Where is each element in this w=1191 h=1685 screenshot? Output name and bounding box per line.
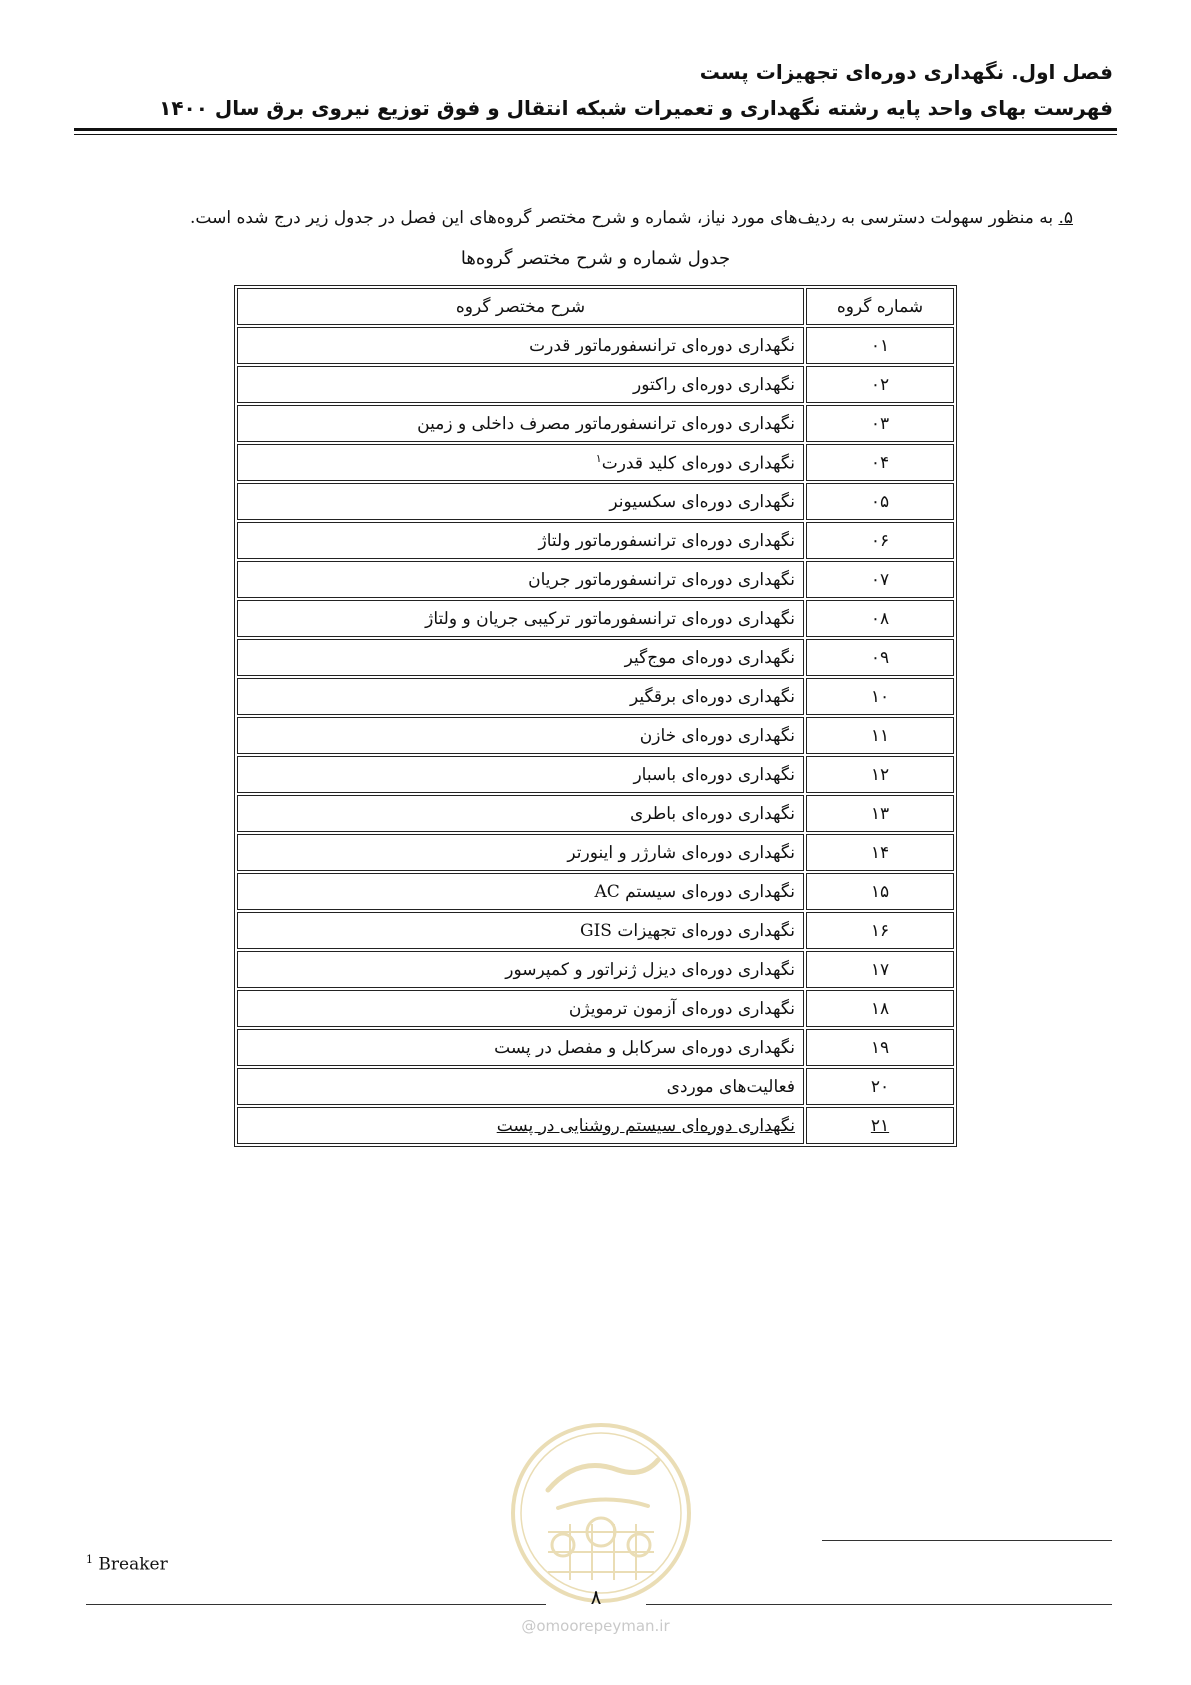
group-number-cell — [806, 639, 954, 676]
group-number: ۱۹ — [870, 1037, 890, 1058]
header-group-description: شرح مختصر گروه — [237, 288, 804, 325]
table-row — [237, 405, 954, 442]
group-description-cell — [237, 717, 804, 754]
table-row — [237, 639, 954, 676]
group-number: ۰۹ — [870, 647, 890, 668]
group-description-cell — [237, 1068, 804, 1105]
group-description-cell — [237, 561, 804, 598]
intro-number: ۵. — [1058, 208, 1073, 228]
footnote-rule — [822, 1540, 1112, 1541]
table-row — [237, 756, 954, 793]
group-number-cell — [806, 483, 954, 520]
group-number: ۰۳ — [870, 413, 890, 434]
group-description: نگهداری دوره‌ای باطری — [630, 803, 795, 824]
group-description: نگهداری دوره‌ای دیزل ژنراتور و کمپرسور — [505, 959, 795, 980]
group-description-cell — [237, 873, 804, 910]
group-number: ۱۶ — [870, 920, 890, 941]
group-number-cell — [806, 834, 954, 871]
group-number: ۰۱ — [870, 335, 890, 356]
groups-table — [234, 285, 957, 1147]
group-number-cell — [806, 990, 954, 1027]
group-number: ۱۰ — [870, 686, 890, 707]
document-title: فهرست بهای واحد پایه رشته نگهداری و تعمیرات شبکه انتقال و فوق توزیع نیروی برق سال ۱۴۰۰ — [159, 96, 1113, 120]
table-row — [237, 366, 954, 403]
group-number: ۰۷ — [870, 569, 890, 590]
group-description-cell — [237, 756, 804, 793]
group-description: نگهداری دوره‌ای کلید قدرت — [601, 453, 795, 474]
group-number-cell — [806, 795, 954, 832]
group-description-cell — [237, 951, 804, 988]
table-caption: جدول شماره و شرح مختصر گروه‌ها — [460, 248, 731, 269]
header-rule-thick — [74, 128, 1117, 131]
footnote — [86, 1553, 168, 1575]
group-description: نگهداری دوره‌ای ترانسفورماتور ترکیبی جریان و ولتاژ — [425, 608, 795, 629]
group-number: ۲۱ — [870, 1115, 890, 1136]
group-description-cell — [237, 912, 804, 949]
chapter-heading: فصل اول. نگهداری دوره‌ای تجهیزات پست — [699, 60, 1113, 84]
watermark-logo — [508, 1420, 694, 1606]
table-row — [237, 561, 954, 598]
group-number-cell — [806, 327, 954, 364]
group-description: نگهداری دوره‌ای ترانسفورماتور جریان — [528, 569, 795, 590]
group-description-cell — [237, 405, 804, 442]
page-number: ۸ — [590, 1585, 602, 1609]
group-description-cell — [237, 483, 804, 520]
group-description-cell — [237, 678, 804, 715]
group-description-cell — [237, 600, 804, 637]
group-number: ۰۵ — [870, 491, 890, 512]
groups-table-wrapper — [234, 285, 957, 1147]
group-description-cell — [237, 990, 804, 1027]
header-group-number: شماره گروه — [806, 288, 954, 325]
table-row — [237, 1029, 954, 1066]
group-description: نگهداری دوره‌ای خازن — [639, 725, 795, 746]
table-row — [237, 951, 954, 988]
table-row — [237, 795, 954, 832]
group-description: نگهداری دوره‌ای راکتور — [633, 374, 795, 395]
group-number-cell — [806, 912, 954, 949]
group-description-cell — [237, 522, 804, 559]
group-number-cell — [806, 951, 954, 988]
table-row — [237, 912, 954, 949]
group-description: نگهداری دوره‌ای آزمون ترمویژن — [568, 998, 795, 1019]
group-description: نگهداری دوره‌ای سیستم روشنایی در پست — [496, 1115, 795, 1136]
table-row — [237, 1068, 954, 1105]
group-number: ۰۶ — [870, 530, 890, 551]
intro-paragraph — [180, 208, 1073, 228]
group-description: نگهداری دوره‌ای باسبار — [633, 764, 795, 785]
group-description-cell — [237, 1029, 804, 1066]
group-number-cell — [806, 561, 954, 598]
group-description: نگهداری دوره‌ای ترانسفورماتور قدرت — [529, 335, 795, 356]
group-number-cell — [806, 756, 954, 793]
table-row — [237, 834, 954, 871]
footnote-reference: ۱ — [595, 451, 602, 465]
group-description-cell — [237, 366, 804, 403]
group-number: ۰۲ — [870, 374, 890, 395]
group-number: ۰۴ — [870, 452, 890, 473]
group-number-cell — [806, 444, 954, 481]
group-description-cell — [237, 1107, 804, 1144]
group-description: نگهداری دوره‌ای برقگیر — [630, 686, 795, 707]
intro-text: به منظور سهولت دسترسی به ردیف‌های مورد نیاز، شماره و شرح مختصر گروه‌های این فصل در جدول زیر درج شده است. — [190, 208, 1059, 228]
group-description: نگهداری دوره‌ای موج‌گیر — [624, 647, 795, 668]
table-body — [237, 327, 954, 1144]
footer-rule-left — [86, 1604, 546, 1605]
table-row — [237, 678, 954, 715]
group-description: نگهداری دوره‌ای سکسیونر — [609, 491, 795, 512]
watermark-site: @omoorepeyman.ir — [521, 1617, 670, 1635]
table-row — [237, 522, 954, 559]
group-number-cell — [806, 405, 954, 442]
group-number-cell — [806, 1107, 954, 1144]
table-row — [237, 327, 954, 364]
header-rule-thin — [74, 134, 1117, 135]
group-description: نگهداری دوره‌ای تجهیزات GIS — [580, 920, 795, 941]
table-header-row — [237, 288, 954, 325]
group-number: ۱۵ — [870, 881, 890, 902]
group-description-cell — [237, 444, 804, 481]
group-number-cell — [806, 366, 954, 403]
group-number: ۱۸ — [870, 998, 890, 1019]
group-number-cell — [806, 1068, 954, 1105]
group-number: ۱۷ — [870, 959, 890, 980]
group-description: نگهداری دوره‌ای شارژر و اینورتر — [567, 842, 795, 863]
group-number: ۰۸ — [870, 608, 890, 629]
table-row — [237, 444, 954, 481]
group-number-cell — [806, 522, 954, 559]
group-description-cell — [237, 639, 804, 676]
group-number: ۱۱ — [870, 725, 890, 746]
footer-rule-right — [646, 1604, 1112, 1605]
table-row — [237, 1107, 954, 1144]
group-description-cell — [237, 795, 804, 832]
group-description-cell — [237, 834, 804, 871]
table-row — [237, 483, 954, 520]
group-number: ۱۳ — [870, 803, 890, 824]
table-row — [237, 600, 954, 637]
group-number-cell — [806, 600, 954, 637]
group-number-cell — [806, 1029, 954, 1066]
group-number-cell — [806, 717, 954, 754]
group-description: فعالیت‌های موردی — [666, 1076, 795, 1097]
group-description: نگهداری دوره‌ای ترانسفورماتور ولتاژ — [538, 530, 795, 551]
group-description-cell — [237, 327, 804, 364]
group-number: ۲۰ — [870, 1076, 890, 1097]
table-row — [237, 717, 954, 754]
footnote-text: Breaker — [98, 1554, 168, 1575]
table-row — [237, 873, 954, 910]
group-description: نگهداری دوره‌ای سیستم AC — [594, 881, 795, 902]
group-description: نگهداری دوره‌ای ترانسفورماتور مصرف داخلی و زمین — [417, 413, 795, 434]
group-number-cell — [806, 873, 954, 910]
group-description: نگهداری دوره‌ای سرکابل و مفصل در پست — [494, 1037, 795, 1058]
group-number: ۱۲ — [870, 764, 890, 785]
footnote-mark: 1 — [86, 1553, 93, 1566]
table-row — [237, 990, 954, 1027]
group-number-cell — [806, 678, 954, 715]
group-number: ۱۴ — [870, 842, 890, 863]
